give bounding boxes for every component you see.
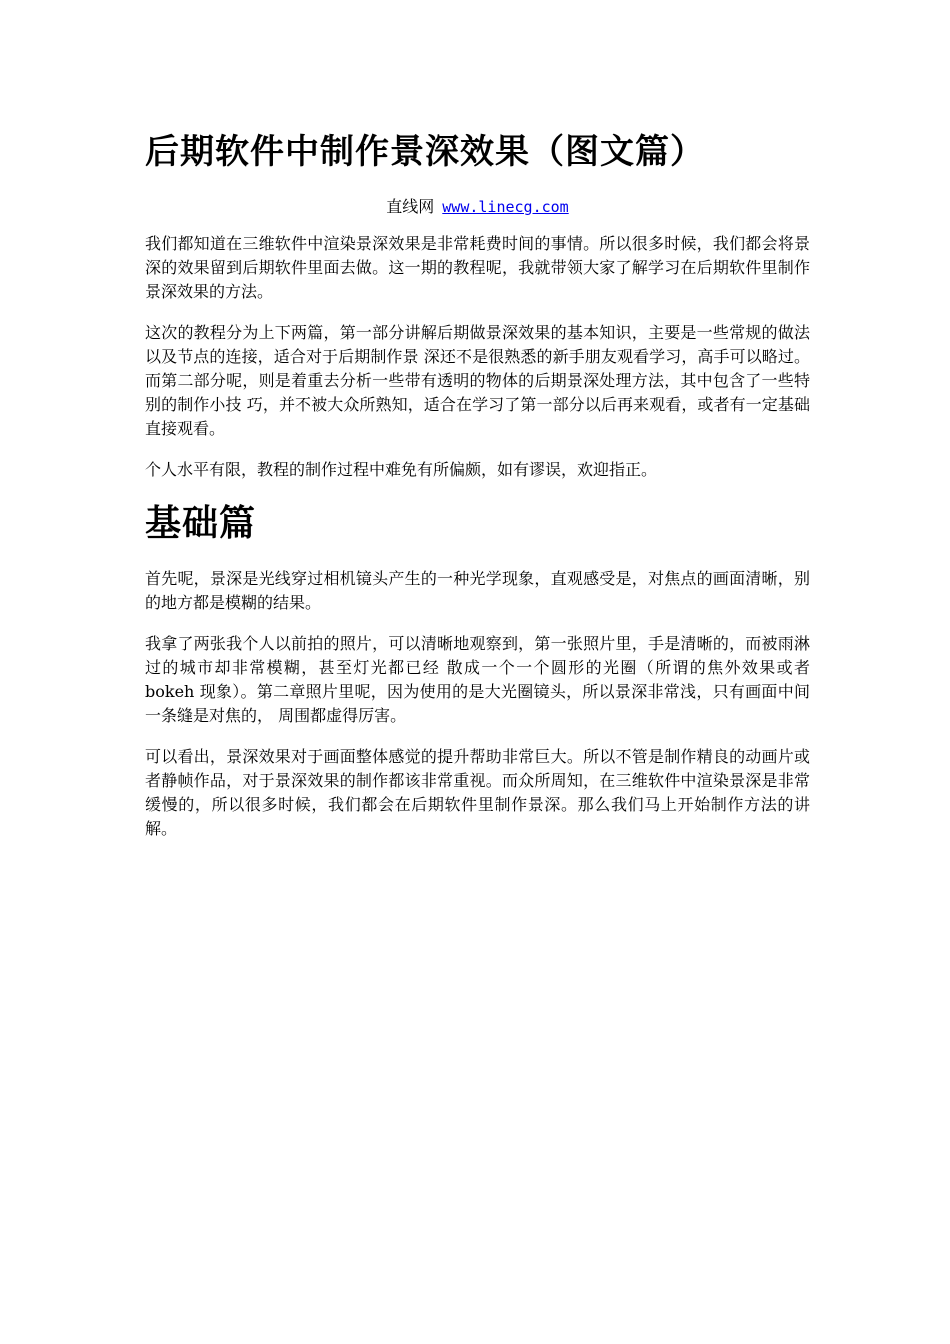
section-paragraph: 首先呢，景深是光线穿过相机镜头产生的一种光学现象，直观感受是，对焦点的画面清晰，别的地方都是模糊的结果。 [145,569,810,612]
byline-label: 直线网 [386,197,435,216]
website-link[interactable]: www.linecg.com [442,198,569,216]
intro-paragraph: 我们都知道在三维软件中渲染景深效果是非常耗费时间的事情。所以很多时候，我们都会将景深的效果留到后期软件里面去做。这一期的教程呢，我就带领大家了解学习在后期软件里制作景深效果的方法。 [145,234,810,301]
byline [145,196,810,218]
section-paragraph: 我拿了两张我个人以前拍的照片，可以清晰地观察到，第一张照片里，手是清晰的，而被雨淋过的城市却非常模糊，甚至灯光都已经 散成一个一个圆形的光圈（所谓的焦外效果或者 bokeh 现象）。第二章照片里呢，因为使用的是大光圈镜头，所以景深非常浅，只有画面中间一条缝是对焦的， 周围都虚得厉害。 [145,634,810,725]
section-heading: 基础篇 [145,503,257,544]
intro-paragraph: 这次的教程分为上下两篇，第一部分讲解后期做景深效果的基本知识，主要是一些常规的做法以及节点的连接，适合对于后期制作景 深还不是很熟悉的新手朋友观看学习，高手可以略过。而第二部分呢，则是着重去分析一些带有透明的物体的后期景深处理方法，其中包含了一些特别的制作小技 巧，并不被大众所熟知，适合在学习了第一部分以后再来观看，或者有一定基础直接观看。 [145,323,810,438]
section-paragraph: 可以看出，景深效果对于画面整体感觉的提升帮助非常巨大。所以不管是制作精良的动画片或者静帧作品，对于景深效果的制作都该非常重视。而众所周知，在三维软件中渲染景深是非常缓慢的，所以很多时候，我们都会在后期软件里制作景深。那么我们马上开始制作方法的讲解。 [145,747,810,838]
intro-paragraph: 个人水平有限，教程的制作过程中难免有所偏颇，如有谬误，欢迎指正。 [145,460,658,479]
document-title: 后期软件中制作景深效果（图文篇） [145,132,705,172]
document-page [145,128,810,858]
